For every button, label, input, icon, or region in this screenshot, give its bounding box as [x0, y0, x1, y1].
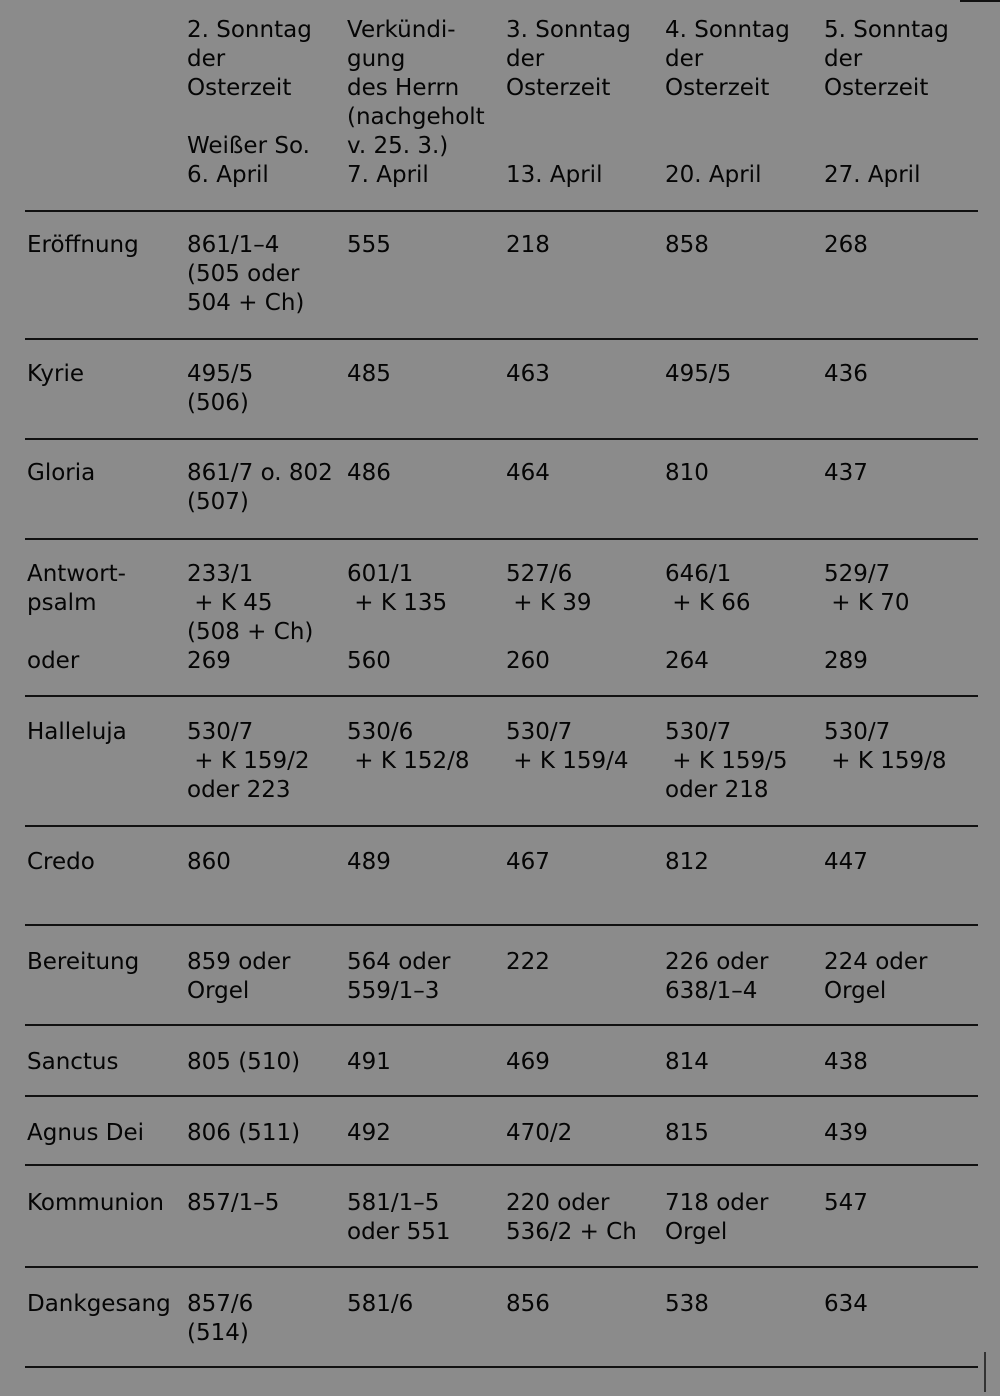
- cell: 438: [824, 1049, 868, 1075]
- cell: 226 oder 638/1–4: [665, 949, 769, 1004]
- cell: 530/7 + K 159/5 oder 218: [665, 719, 788, 803]
- row-label-dankgesang: Dankgesang: [27, 1291, 171, 1317]
- cell: 857/1–5: [187, 1190, 280, 1216]
- cell: 812: [665, 849, 709, 875]
- row-divider: [25, 924, 978, 926]
- cell: 495/5: [665, 361, 732, 387]
- cell: 495/5 (506): [187, 361, 254, 416]
- cell: 485: [347, 361, 391, 387]
- cell: 857/6 (514): [187, 1291, 254, 1346]
- cell: 806 (511): [187, 1120, 301, 1146]
- header-col-2: Verkündi- gung des Herrn (nachgeholt v. 25. 3.) 7. April: [347, 17, 485, 188]
- header-col-4: 4. Sonntag der Osterzeit 20. April: [665, 17, 790, 188]
- cell: 547: [824, 1190, 868, 1216]
- cell: 268: [824, 232, 868, 258]
- row-label-sanctus: Sanctus: [27, 1049, 119, 1075]
- row-divider: [25, 338, 978, 340]
- header-col-1: 2. Sonntag der Osterzeit Weißer So. 6. April: [187, 17, 312, 188]
- cell: 436: [824, 361, 868, 387]
- row-divider: [25, 1024, 978, 1026]
- cell: 530/7 + K 159/8: [824, 719, 947, 774]
- cell: 646/1 + K 66 264: [665, 561, 751, 674]
- row-label-kyrie: Kyrie: [27, 361, 85, 387]
- cell: 491: [347, 1049, 391, 1075]
- cell: 860: [187, 849, 231, 875]
- cell: 224 oder Orgel: [824, 949, 928, 1004]
- cell: 463: [506, 361, 550, 387]
- row-label-credo: Credo: [27, 849, 95, 875]
- cell: 555: [347, 232, 391, 258]
- cell: 530/7 + K 159/4: [506, 719, 629, 774]
- row-divider: [25, 1164, 978, 1166]
- cell: 718 oder Orgel: [665, 1190, 769, 1245]
- cell: 564 oder 559/1–3: [347, 949, 451, 1004]
- row-divider: [25, 1266, 978, 1268]
- cell: 859 oder Orgel: [187, 949, 291, 1004]
- row-label-kommunion: Kommunion: [27, 1190, 165, 1216]
- cell: 815: [665, 1120, 709, 1146]
- cell: 530/6 + K 152/8: [347, 719, 470, 774]
- cell: 601/1 + K 135 560: [347, 561, 448, 674]
- cell: 810: [665, 460, 709, 486]
- cell: 218: [506, 232, 550, 258]
- cell: 581/6: [347, 1291, 414, 1317]
- cell: 814: [665, 1049, 709, 1075]
- cell: 529/7 + K 70 289: [824, 561, 910, 674]
- cell: 447: [824, 849, 868, 875]
- header-col-5: 5. Sonntag der Osterzeit 27. April: [824, 17, 949, 188]
- cell: 233/1 + K 45 (508 + Ch) 269: [187, 561, 314, 674]
- row-divider: [25, 825, 978, 827]
- cell: 492: [347, 1120, 391, 1146]
- cell: 538: [665, 1291, 709, 1317]
- row-label-halleluja: Halleluja: [27, 719, 127, 745]
- corner-mark: [960, 0, 1000, 2]
- row-divider: [25, 1095, 978, 1097]
- cell: 634: [824, 1291, 868, 1317]
- row-label-eroeffnung: Eröffnung: [27, 232, 139, 258]
- cell: 861/1–4 (505 oder 504 + Ch): [187, 232, 305, 316]
- header-divider: [25, 210, 978, 212]
- edge-mark: [984, 1352, 986, 1392]
- cell: 486: [347, 460, 391, 486]
- cell: 464: [506, 460, 550, 486]
- row-label-antwortpsalm: Antwort- psalm oder: [27, 561, 126, 674]
- cell: 222: [506, 949, 550, 975]
- cell: 220 oder 536/2 + Ch: [506, 1190, 637, 1245]
- cell: 805 (510): [187, 1049, 301, 1075]
- row-label-agnus-dei: Agnus Dei: [27, 1120, 145, 1146]
- cell: 467: [506, 849, 550, 875]
- cell: 437: [824, 460, 868, 486]
- cell: 858: [665, 232, 709, 258]
- row-label-gloria: Gloria: [27, 460, 96, 486]
- row-divider: [25, 1366, 978, 1368]
- row-label-bereitung: Bereitung: [27, 949, 140, 975]
- cell: 439: [824, 1120, 868, 1146]
- cell: 469: [506, 1049, 550, 1075]
- cell: 470/2: [506, 1120, 573, 1146]
- cell: 530/7 + K 159/2 oder 223: [187, 719, 310, 803]
- cell: 527/6 + K 39 260: [506, 561, 592, 674]
- row-divider: [25, 695, 978, 697]
- row-divider: [25, 438, 978, 440]
- cell: 489: [347, 849, 391, 875]
- cell: 856: [506, 1291, 550, 1317]
- cell: 581/1–5 oder 551: [347, 1190, 451, 1245]
- row-divider: [25, 538, 978, 540]
- cell: 861/7 o. 802 (507): [187, 460, 333, 515]
- header-col-3: 3. Sonntag der Osterzeit 13. April: [506, 17, 631, 188]
